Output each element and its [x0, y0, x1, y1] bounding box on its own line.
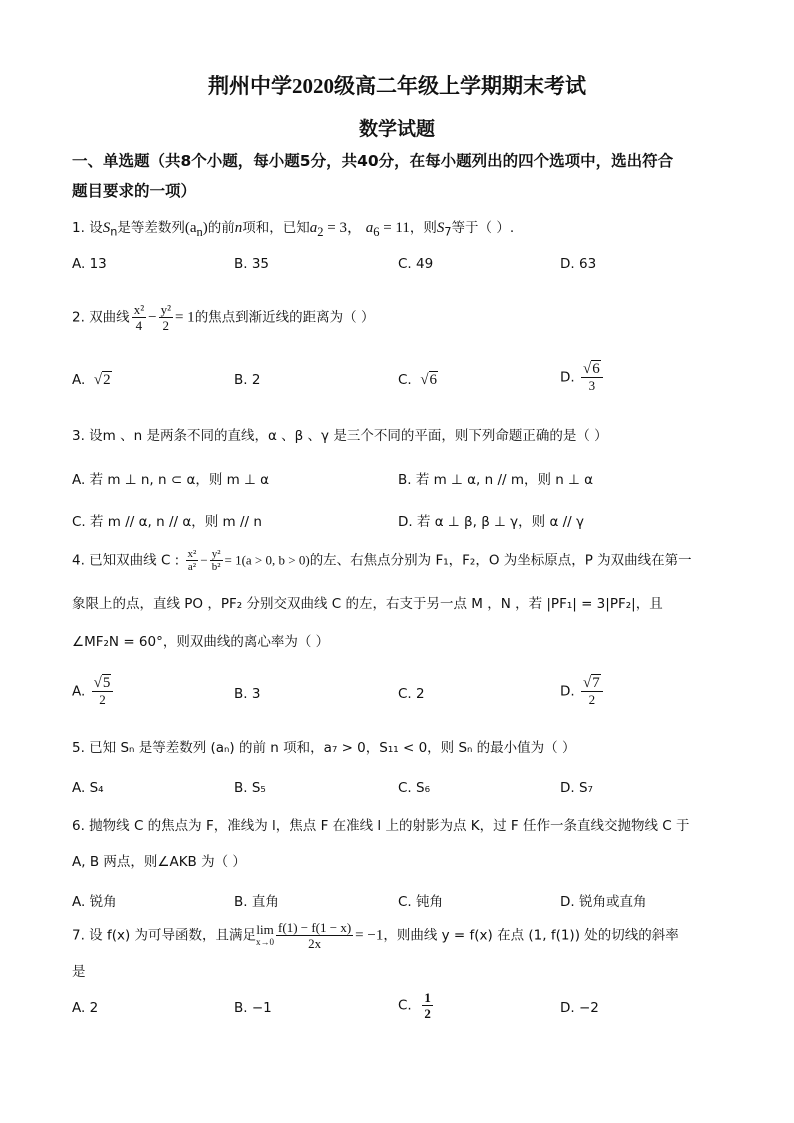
q1-option-a[interactable]: A. 13 — [72, 256, 107, 272]
section-heading — [72, 146, 722, 206]
exam-title: 荆州中学2020级高二年级上学期期末考试 — [208, 74, 586, 98]
question-5: 5. 已知 Sₙ 是等差数列 (aₙ) 的前 n 项和，a₇ > 0，S₁₁ < 0，则 Sₙ 的最小值为（ ） — [72, 740, 576, 756]
q2-options — [72, 361, 732, 394]
q1-n: n — [234, 220, 243, 236]
q4-fraction-y: $\frac{\text{y²}}{\text{b²}}$ — [211, 548, 221, 573]
q5-options — [72, 780, 732, 802]
q1-text-mid2: 的前 — [207, 220, 235, 236]
q5-option-a[interactable]: A. S₄ — [72, 780, 104, 796]
q1-options — [72, 256, 732, 278]
q7-options — [72, 990, 732, 1022]
q7-equals: = −1 — [355, 927, 384, 944]
q1-number: 1. — [72, 220, 85, 236]
section-heading-line2: 题目要求的一项） — [72, 182, 197, 200]
q1-sum-symbol: S — [102, 220, 111, 236]
q7-text-pre: 7. 设 f(x) 为可导函数，且满足 — [72, 927, 257, 944]
q1-option-b[interactable]: B. 35 — [234, 256, 270, 272]
question-1 — [72, 218, 732, 243]
q2-text-pre: 双曲线 — [89, 309, 130, 326]
q2-minus: − — [148, 309, 157, 326]
q1-text-pre: 设 — [89, 220, 103, 236]
exam-subtitle: 数学试题 — [358, 119, 435, 140]
q1-text-mid1: 是等差数列 — [117, 220, 185, 236]
question-7-line2: 是 — [72, 964, 86, 980]
q4-fraction-x: $\frac{\text{x²}}{\text{a²}}$ — [187, 548, 197, 573]
q2-option-b[interactable]: B. 2 — [234, 372, 261, 388]
q4-minus: − — [200, 552, 208, 568]
q2-option-a[interactable]: A. √2 — [72, 372, 111, 388]
q3-option-d[interactable]: D. 若 α ⊥ β, β ⊥ γ，则 α // γ — [398, 514, 585, 530]
q4-text-line1-end: 的左、右焦点分别为 F₁，F₂，O 为坐标原点，P 为双曲线在第一 — [309, 552, 692, 569]
q1-s7-sub: 7 — [444, 225, 452, 239]
q1-option-d[interactable]: D. 63 — [560, 256, 597, 272]
q4-condition: = 1(a > 0, b > 0) — [224, 552, 310, 568]
q2-option-d[interactable]: D. $\frac{√6}{3}$ — [560, 362, 605, 393]
q2-fraction-y: $\frac{\text{y²}}{2}$ — [160, 302, 171, 333]
question-4-line1 — [72, 548, 732, 573]
q3-option-c[interactable]: C. 若 m // α, n // α，则 m // n — [72, 514, 262, 530]
question-6-line2: A, B 两点，则∠AKB 为（ ） — [72, 854, 246, 870]
q6-option-a[interactable]: A. 锐角 — [72, 894, 117, 910]
q3-options-row1 — [72, 468, 732, 490]
question-4-line3: ∠MF₂N = 60°，则双曲线的离心率为（ ） — [72, 634, 330, 650]
q2-equals: = 1 — [174, 309, 195, 326]
q4-option-a[interactable]: A. $\frac{√5}{2}$ — [72, 676, 115, 707]
q1-condition-1: $a_2 = 3$， — [309, 220, 362, 239]
q4-text-pre: 4. 已知双曲线 C : — [72, 552, 184, 569]
q4-option-d[interactable]: D. $\frac{√7}{2}$ — [560, 676, 605, 707]
q1-option-c[interactable]: C. 49 — [398, 256, 434, 272]
q7-text-end: ，则曲线 y = f(x) 在点 (1, f(1)) 处的切线的斜率 — [383, 927, 679, 944]
q5-option-b[interactable]: B. S₅ — [234, 780, 266, 796]
q5-option-c[interactable]: C. S₆ — [398, 780, 430, 796]
q6-option-d[interactable]: D. 锐角或直角 — [560, 894, 647, 910]
q6-option-c[interactable]: C. 钝角 — [398, 894, 444, 910]
q3-option-a[interactable]: A. 若 m ⊥ n, n ⊂ α，则 m ⊥ α — [72, 472, 270, 488]
q1-text-mid3: 项和，已知 — [242, 220, 310, 236]
question-7-line1 — [72, 920, 732, 951]
q4-options — [72, 675, 732, 708]
q3-options-row2 — [72, 510, 732, 532]
q1-condition-2: $a_6 = 11$ — [365, 220, 410, 239]
q2-option-c[interactable]: C. √6 — [398, 372, 438, 388]
q7-fraction: $\frac{f(1) - f(1 - x)}{2x}$ — [278, 920, 352, 951]
question-3: 3. 设m 、n 是两条不同的直线，α 、β 、γ 是三个不同的平面，则下列命题正确的是（ ） — [72, 428, 608, 444]
q1-text-mid4: ，则 — [409, 220, 437, 236]
q3-option-b[interactable]: B. 若 m ⊥ α, n // m，则 n ⊥ α — [398, 472, 594, 488]
q7-limit: lim x→0 — [256, 921, 275, 947]
q1-sum-sub: n — [110, 225, 118, 239]
question-4-line2: 象限上的点，直线 PO ，PF₂ 分别交双曲线 C 的左，右支于另一点 M ，N ，若 |PF₁| = 3|PF₂|，且 — [72, 596, 663, 612]
q5-option-d[interactable]: D. S₇ — [560, 780, 593, 796]
question-2 — [72, 302, 732, 333]
section-heading-line1: 一、单选题（共8个小题，每小题5分，共40分，在每小题列出的四个选项中，选出符合 — [72, 152, 674, 170]
q7-option-d[interactable]: D. −2 — [560, 1000, 599, 1016]
q6-option-b[interactable]: B. 直角 — [234, 894, 279, 910]
q7-option-a[interactable]: A. 2 — [72, 1000, 99, 1016]
q2-fraction-x: $\frac{\text{x²}}{4}$ — [133, 302, 145, 333]
q1-sequence: $(a_n)$ — [184, 220, 208, 239]
q4-option-b[interactable]: B. 3 — [234, 686, 261, 702]
q2-number: 2. — [72, 309, 85, 326]
q1-s7: S — [436, 220, 445, 236]
q4-option-c[interactable]: C. 2 — [398, 686, 425, 702]
q7-option-c[interactable]: C. $\frac{1}{2}$ — [398, 990, 431, 1021]
q7-option-b[interactable]: B. −1 — [234, 1000, 272, 1016]
q2-text-end: 的焦点到渐近线的距离为（ ） — [194, 309, 375, 326]
question-6-line1: 6. 抛物线 C 的焦点为 F，准线为 l，焦点 F 在准线 l 上的射影为点 K，过 F 任作一条直线交抛物线 C 于 — [72, 818, 690, 834]
q1-text-end: 等于（ ）. — [451, 220, 515, 236]
q6-options — [72, 890, 732, 912]
